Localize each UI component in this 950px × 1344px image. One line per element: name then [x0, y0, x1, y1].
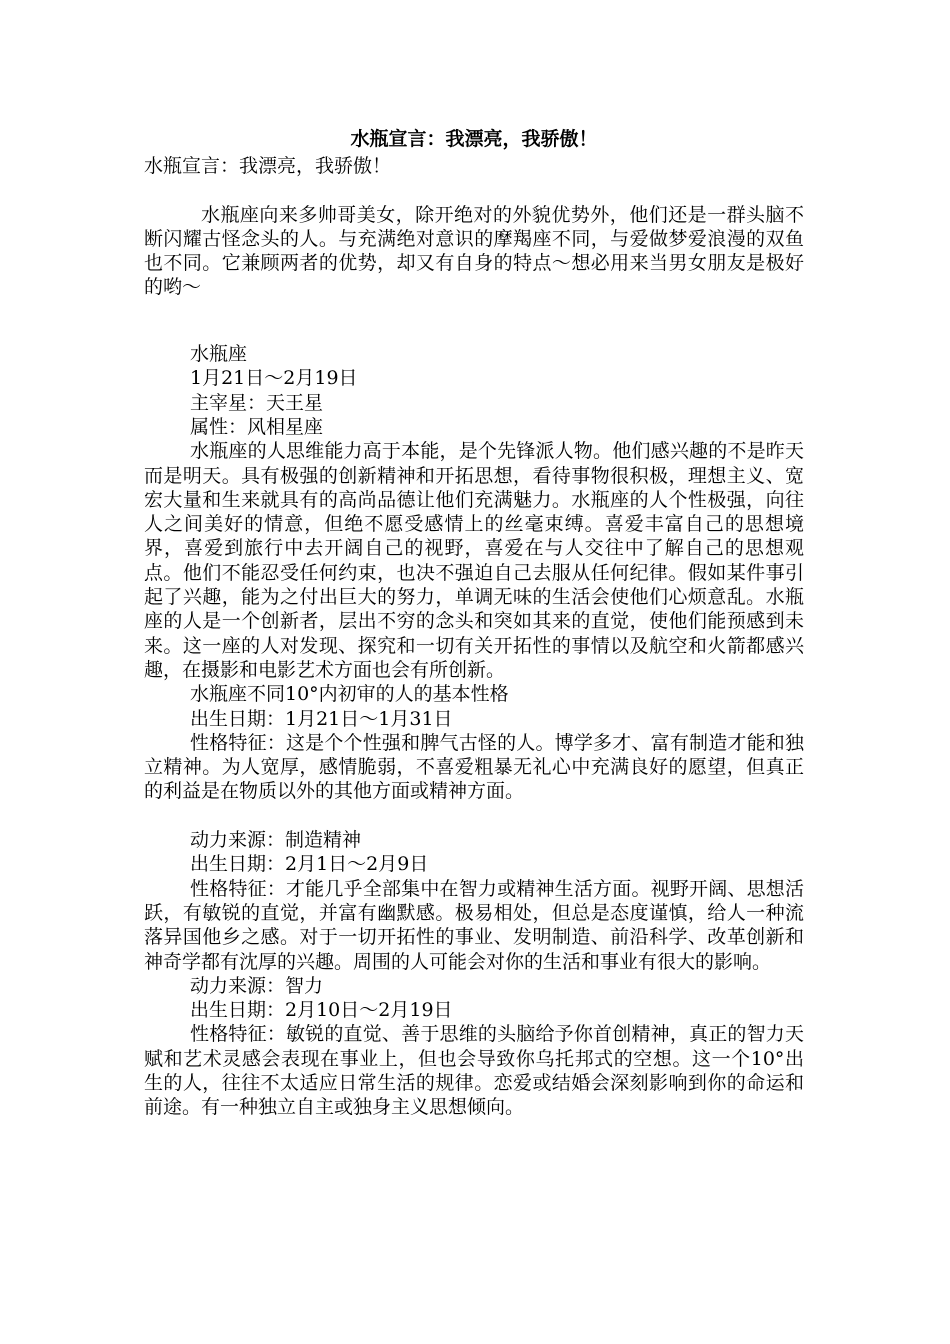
document-page — [144, 124, 804, 1120]
sign-name: 水瓶座 — [190, 343, 248, 366]
decan-3-traits: 性格特征：敏锐的直觉、善于思维的头脑给予你首创精神，真正的智力天赋和艺术灵感会表现在事业上，但也会导致你乌托邦式的空想。这一个10°出生的人，往往不太适应日常生活的规律。恋爱或结婚会深刻影响到你的命运和前途。有一种独立自主或独身主义思想倾向。 — [144, 1023, 804, 1119]
intro-paragraph: 水瓶座向来多帅哥美女，除开绝对的外貌优势外，他们还是一群头脑不断闪耀古怪念头的人。与充满绝对意识的摩羯座不同，与爱做梦爱浪漫的双鱼也不同。它兼顾两者的优势，却又有自身的特点～想必用来当男女朋友是极好的哟～ — [144, 203, 804, 299]
spacer — [144, 804, 804, 828]
decan-1-traits: 性格特征：这是个个性强和脾气古怪的人。博学多才、富有制造才能和独立精神。为人宽厚，感情脆弱，不喜爱粗暴无礼心中充满良好的愿望，但真正的利益是在物质以外的其他方面或精神方面。 — [144, 731, 804, 803]
spacer — [144, 300, 804, 324]
document-subtitle: 水瓶宣言：我漂亮，我骄傲！ — [144, 155, 392, 177]
ruling-planet: 主宰星：天王星 — [190, 391, 324, 414]
decan-3-birth: 出生日期：2月10日～2月19日 — [190, 999, 453, 1022]
date-range: 1月21日～2月19日 — [190, 367, 358, 390]
decan-2-motive: 动力来源：智力 — [190, 974, 324, 997]
description-paragraph: 水瓶座的人思维能力高于本能，是个先锋派人物。他们感兴趣的不是昨天而是明天。具有极强的创新精神和开拓思想，看待事物很积极，理想主义、宽宏大量和生来就具有的高尚品德让他们充满魅力。水瓶座的人个性极强，向往人之间美好的情意，但绝不愿受感情上的丝毫束缚。喜爱丰富自己的思想境界，喜爱到旅行中去开阔自己的视野，喜爱在与人交往中了解自己的思想观点。他们不能忍受任何约束，也决不强迫自己去服从任何纪律。假如某件事引起了兴趣，能为之付出巨大的努力，单调无味的生活会使他们心烦意乱。水瓶座的人是一个创新者，层出不穷的念头和突如其来的直觉，使他们能预感到未来。这一座的人对发现、探究和一切有关开拓性的事情以及航空和火箭都感兴趣，在摄影和电影艺术方面也会有所创新。 — [144, 440, 804, 681]
spacer — [144, 178, 804, 202]
document-title: 水瓶宣言：我漂亮，我骄傲！ — [350, 128, 598, 150]
spacer — [144, 324, 804, 342]
attribute: 属性：风相星座 — [190, 415, 324, 438]
decan-1-birth: 出生日期：1月21日～1月31日 — [190, 707, 453, 730]
section-heading: 水瓶座不同10°内初审的人的基本性格 — [190, 683, 509, 706]
decan-2-birth: 出生日期：2月1日～2月9日 — [190, 853, 429, 876]
decan-2-traits: 性格特征：才能几乎全部集中在智力或精神生活方面。视野开阔、思想活跃，有敏锐的直觉，并富有幽默感。极易相处，但总是态度谨慎，给人一种流落异国他乡之感。对于一切开拓性的事业、发明制造、前沿科学、改革创新和神奇学都有沈厚的兴趣。周围的人可能会对你的生活和事业有很大的影响。 — [144, 877, 804, 973]
decan-1-motive: 动力来源：制造精神 — [190, 829, 362, 852]
